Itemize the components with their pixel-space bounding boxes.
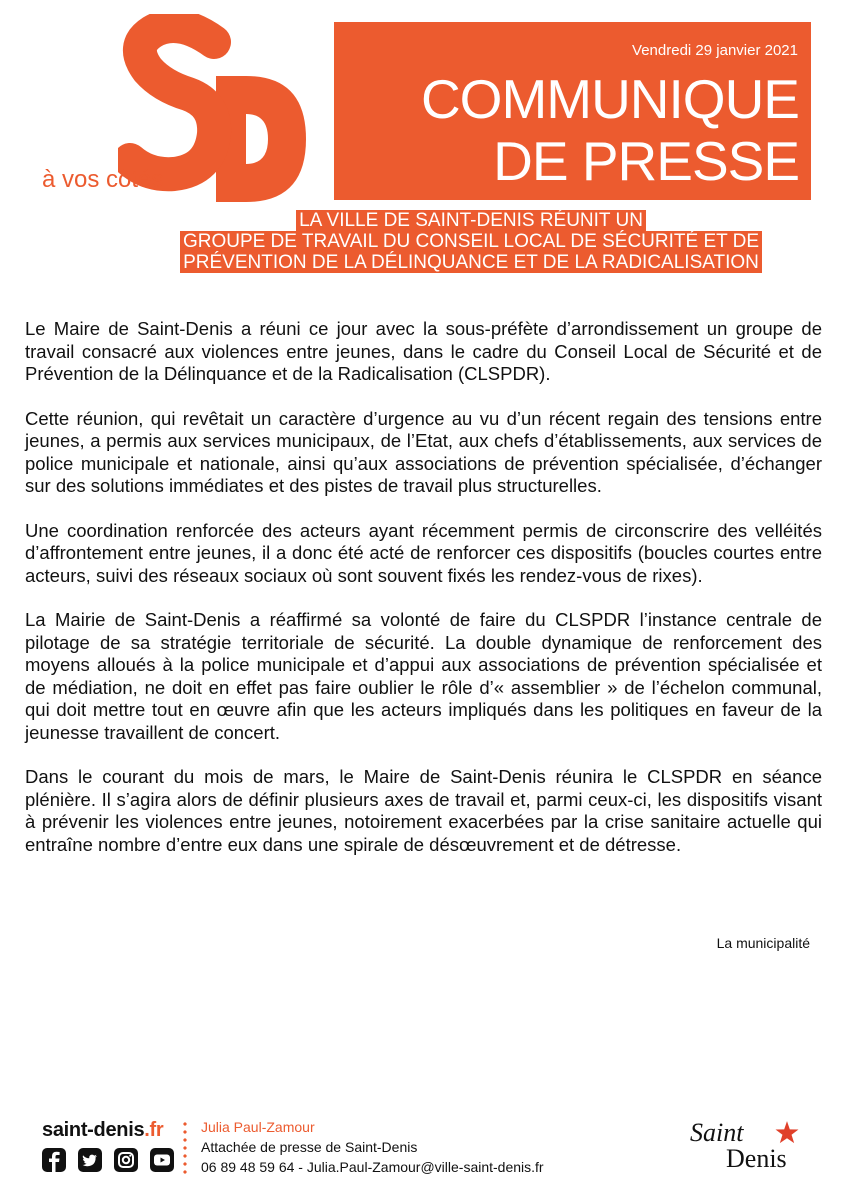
site-name: saint-denis [42,1119,145,1141]
website-link[interactable] [42,1119,163,1142]
paragraph-5: Dans le courant du mois de mars, le Maire de Saint-Denis réunira le CLSPDR en séance plénière. Il s’agira alors de définir plusieurs axes de travail et, parmi ceux-ci, les dispositifs visant à prévenir les violences entre jeunes, notoirement exacerbées par la crise sanitaire actuelle qui entraîne nombre d’entre eux dans une spirale de désœuvrement et de détresse. [25,766,822,855]
signature: La municipalité [716,935,810,951]
contact-role: Attachée de presse de Saint-Denis [201,1139,418,1155]
press-contact [201,1117,544,1177]
headline-line-1: LA VILLE DE SAINT-DENIS RÉUNIT UN [296,210,646,231]
instagram-icon[interactable] [114,1148,138,1172]
saint-denis-brand-logo [690,1118,815,1178]
contact-name: Julia Paul-Zamour [201,1119,315,1135]
title-line-1: COMMUNIQUE [420,68,799,130]
article-body [25,318,822,878]
headline-line-2: GROUPE DE TRAVAIL DU CONSEIL LOCAL DE SÉCURITÉ ET DE [180,231,762,252]
contact-details[interactable]: 06 89 48 59 64 - Julia.Paul-Zamour@ville-saint-denis.fr [201,1159,544,1175]
tagline: à vos côtés [42,166,164,193]
social-links [42,1148,174,1172]
paragraph-3: Une coordination renforcée des acteurs ayant récemment permis de circonscrire des velléités d’affrontement entre jeunes, il a donc été acté de renforcer ces dispositifs (boucles courtes entre acteurs, suivi des réseaux sociaux où sont souvent fixés les rendez-vous de rixes). [25,519,822,586]
brand-word-1: Saint [690,1118,744,1147]
youtube-icon[interactable] [150,1148,174,1172]
brand-word-2: Denis [726,1144,787,1173]
release-date: Vendredi 29 janvier 2021 [632,42,798,59]
title-line-2: DE PRESSE [493,130,799,192]
press-release-banner [334,22,811,200]
page-title [421,68,799,192]
facebook-icon[interactable] [42,1148,66,1172]
star-icon [774,1120,800,1146]
headline [166,210,776,273]
headline-line-3: PRÉVENTION DE LA DÉLINQUANCE ET DE LA RADICALISATION [180,252,762,273]
paragraph-1: Le Maire de Saint-Denis a réuni ce jour avec la sous-préfète d’arrondissement un groupe de travail consacré aux violences entre jeunes, dans le cadre du Conseil Local de Sécurité et de Prévention de la Délinquance et de la Radicalisation (CLSPDR). [25,318,822,384]
twitter-icon[interactable] [78,1148,102,1172]
footer-separator [183,1120,187,1178]
paragraph-2: Cette réunion, qui revêtait un caractère d’urgence au vu d’un récent regain des tensions entre jeunes, a permis aux services municipaux, de l’Etat, aux chefs d’établissements, aux services de police municipale et nationale, ainsi qu’aux associations de prévention spécialisée, d’échanger sur des solutions immédiates et des pistes de travail plus structurelles. [25,407,822,496]
paragraph-4: La Mairie de Saint-Denis a réaffirmé sa volonté de faire du CLSPDR l’instance centrale de pilotage de sa stratégie territoriale de sécurité. La double dynamique de renforcement des moyens alloués à la police municipale et d’appui aux associations de prévention spécialisée et de médiation, ne doit en effet pas faire oublier le rôle d’« assemblier » de l’échelon communal, qui doit mettre tout en œuvre afin que les acteurs impliqués dans les politiques en faveur de la jeunesse travaillent de concert. [25,609,822,743]
site-tld: .fr [144,1119,164,1141]
